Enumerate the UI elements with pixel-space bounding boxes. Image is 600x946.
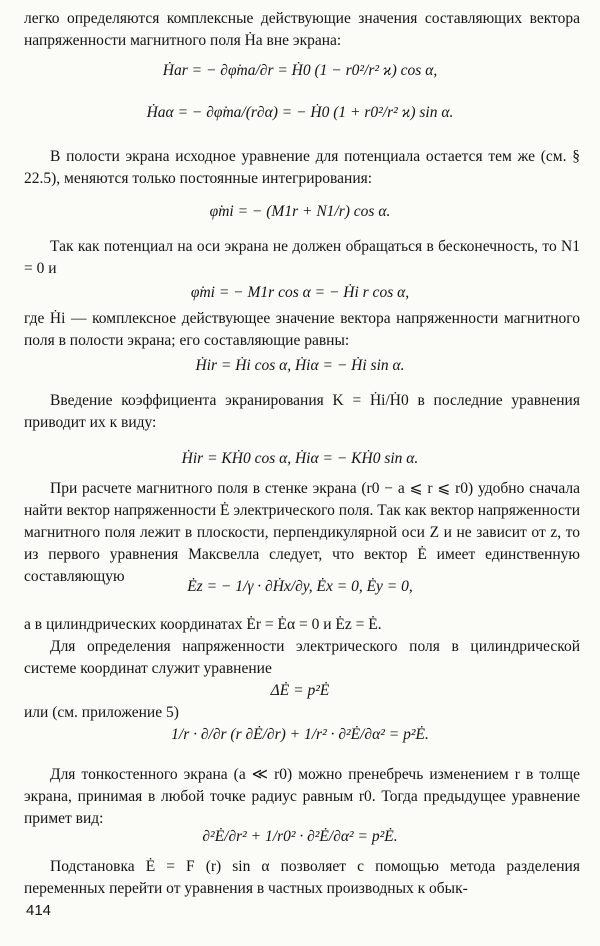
equation-phi-mi: φ̇mi = − (M1r + N1/r) cos α. <box>209 203 391 220</box>
equation-e-z: Ėz = − 1/γ · ∂Ḣx/∂y, Ėx = 0, Ėy = 0, <box>187 578 413 595</box>
paragraph-cylindrical: а в цилиндрических координатах Ėr = Ėα = 0 и Ėz = Ė. <box>24 616 382 633</box>
paragraph-electric-field-equation: Для определения напряженности электрического поля в цилиндрической системе координат служит уравнение <box>24 638 580 677</box>
paragraph-potential-axis: Так как потенциал на оси экрана не должен обращаться в бесконечность, то N1 = 0 и <box>24 238 580 277</box>
equation-laplace: ΔĖ = p²Ė <box>270 682 330 699</box>
paragraph-shielding-coefficient: Введение коэффициента экранирования K = Ḣi/Ḣ0 в последние уравнения приводит их к виду: <box>24 392 580 431</box>
equation-thin-wall: ∂²Ė/∂r² + 1/r0² · ∂²Ė/∂α² = p²Ė. <box>202 828 398 845</box>
page-number: 414 <box>26 902 52 919</box>
paragraph-substitution: Подстановка Ė = F (r) sin α позволяет с помощью метода разделения переменных перейти от уравнения в частных производных к обык- <box>24 858 580 897</box>
paragraph-wall-field: При расчете магнитного поля в стенке экрана (r0 − a ⩽ r ⩽ r0) удобно сначала найти вектор напряженности Ė электрического поля. Так как вектор напряженности магнитного поля лежит в плоскости, перпендикулярной оси Z и не зависит от z, то из первого уравнения Максвелла следует, что вектор Ė имеет единственную составляющую <box>24 480 580 585</box>
paragraph-h-i: где Ḣi — комплексное действующее значение вектора напряженности магнитного поля в полости экрана; его составляющие равны: <box>24 310 580 349</box>
paragraph-intro: легко определяются комплексные действующие значения составляющих вектора напряженности магнитного поля Ḣa вне экрана: <box>24 10 580 49</box>
paragraph-appendix-ref: или (см. приложение 5) <box>24 704 179 721</box>
paragraph-cavity: В полости экрана исходное уравнение для потенциала остается тем же (см. § 22.5), меняются только постоянные интегрирования: <box>24 148 580 187</box>
equation-cylindrical-laplace: 1/r · ∂/∂r (r ∂Ė/∂r) + 1/r² · ∂²Ė/∂α² = p²Ė. <box>171 726 429 743</box>
paragraph-thin-wall: Для тонкостенного экрана (a ≪ r0) можно пренебречь изменением r в толще экрана, принимая в любой точке радиус равным r0. Тогда предыдущее уравнение примет вид: <box>24 766 580 827</box>
equation-h-ar: Ḣar = − ∂φ̇ma/∂r = Ḣ0 (1 − r0²/r² ϰ) cos α, <box>162 62 438 79</box>
equation-phi-mi-simplified: φ̇mi = − M1r cos α = − Ḣi r cos α, <box>190 284 410 301</box>
equation-h-a-alpha: Ḣaα = − ∂φ̇ma/(r∂α) = − Ḣ0 (1 + r0²/r² ϰ) sin α. <box>146 104 454 121</box>
equation-h-i-with-k: Ḣir = KḢ0 cos α, Ḣiα = − KḢ0 sin α. <box>181 450 419 467</box>
equation-h-i-components: Ḣir = Ḣi cos α, Ḣiα = − Ḣi sin α. <box>195 357 405 374</box>
